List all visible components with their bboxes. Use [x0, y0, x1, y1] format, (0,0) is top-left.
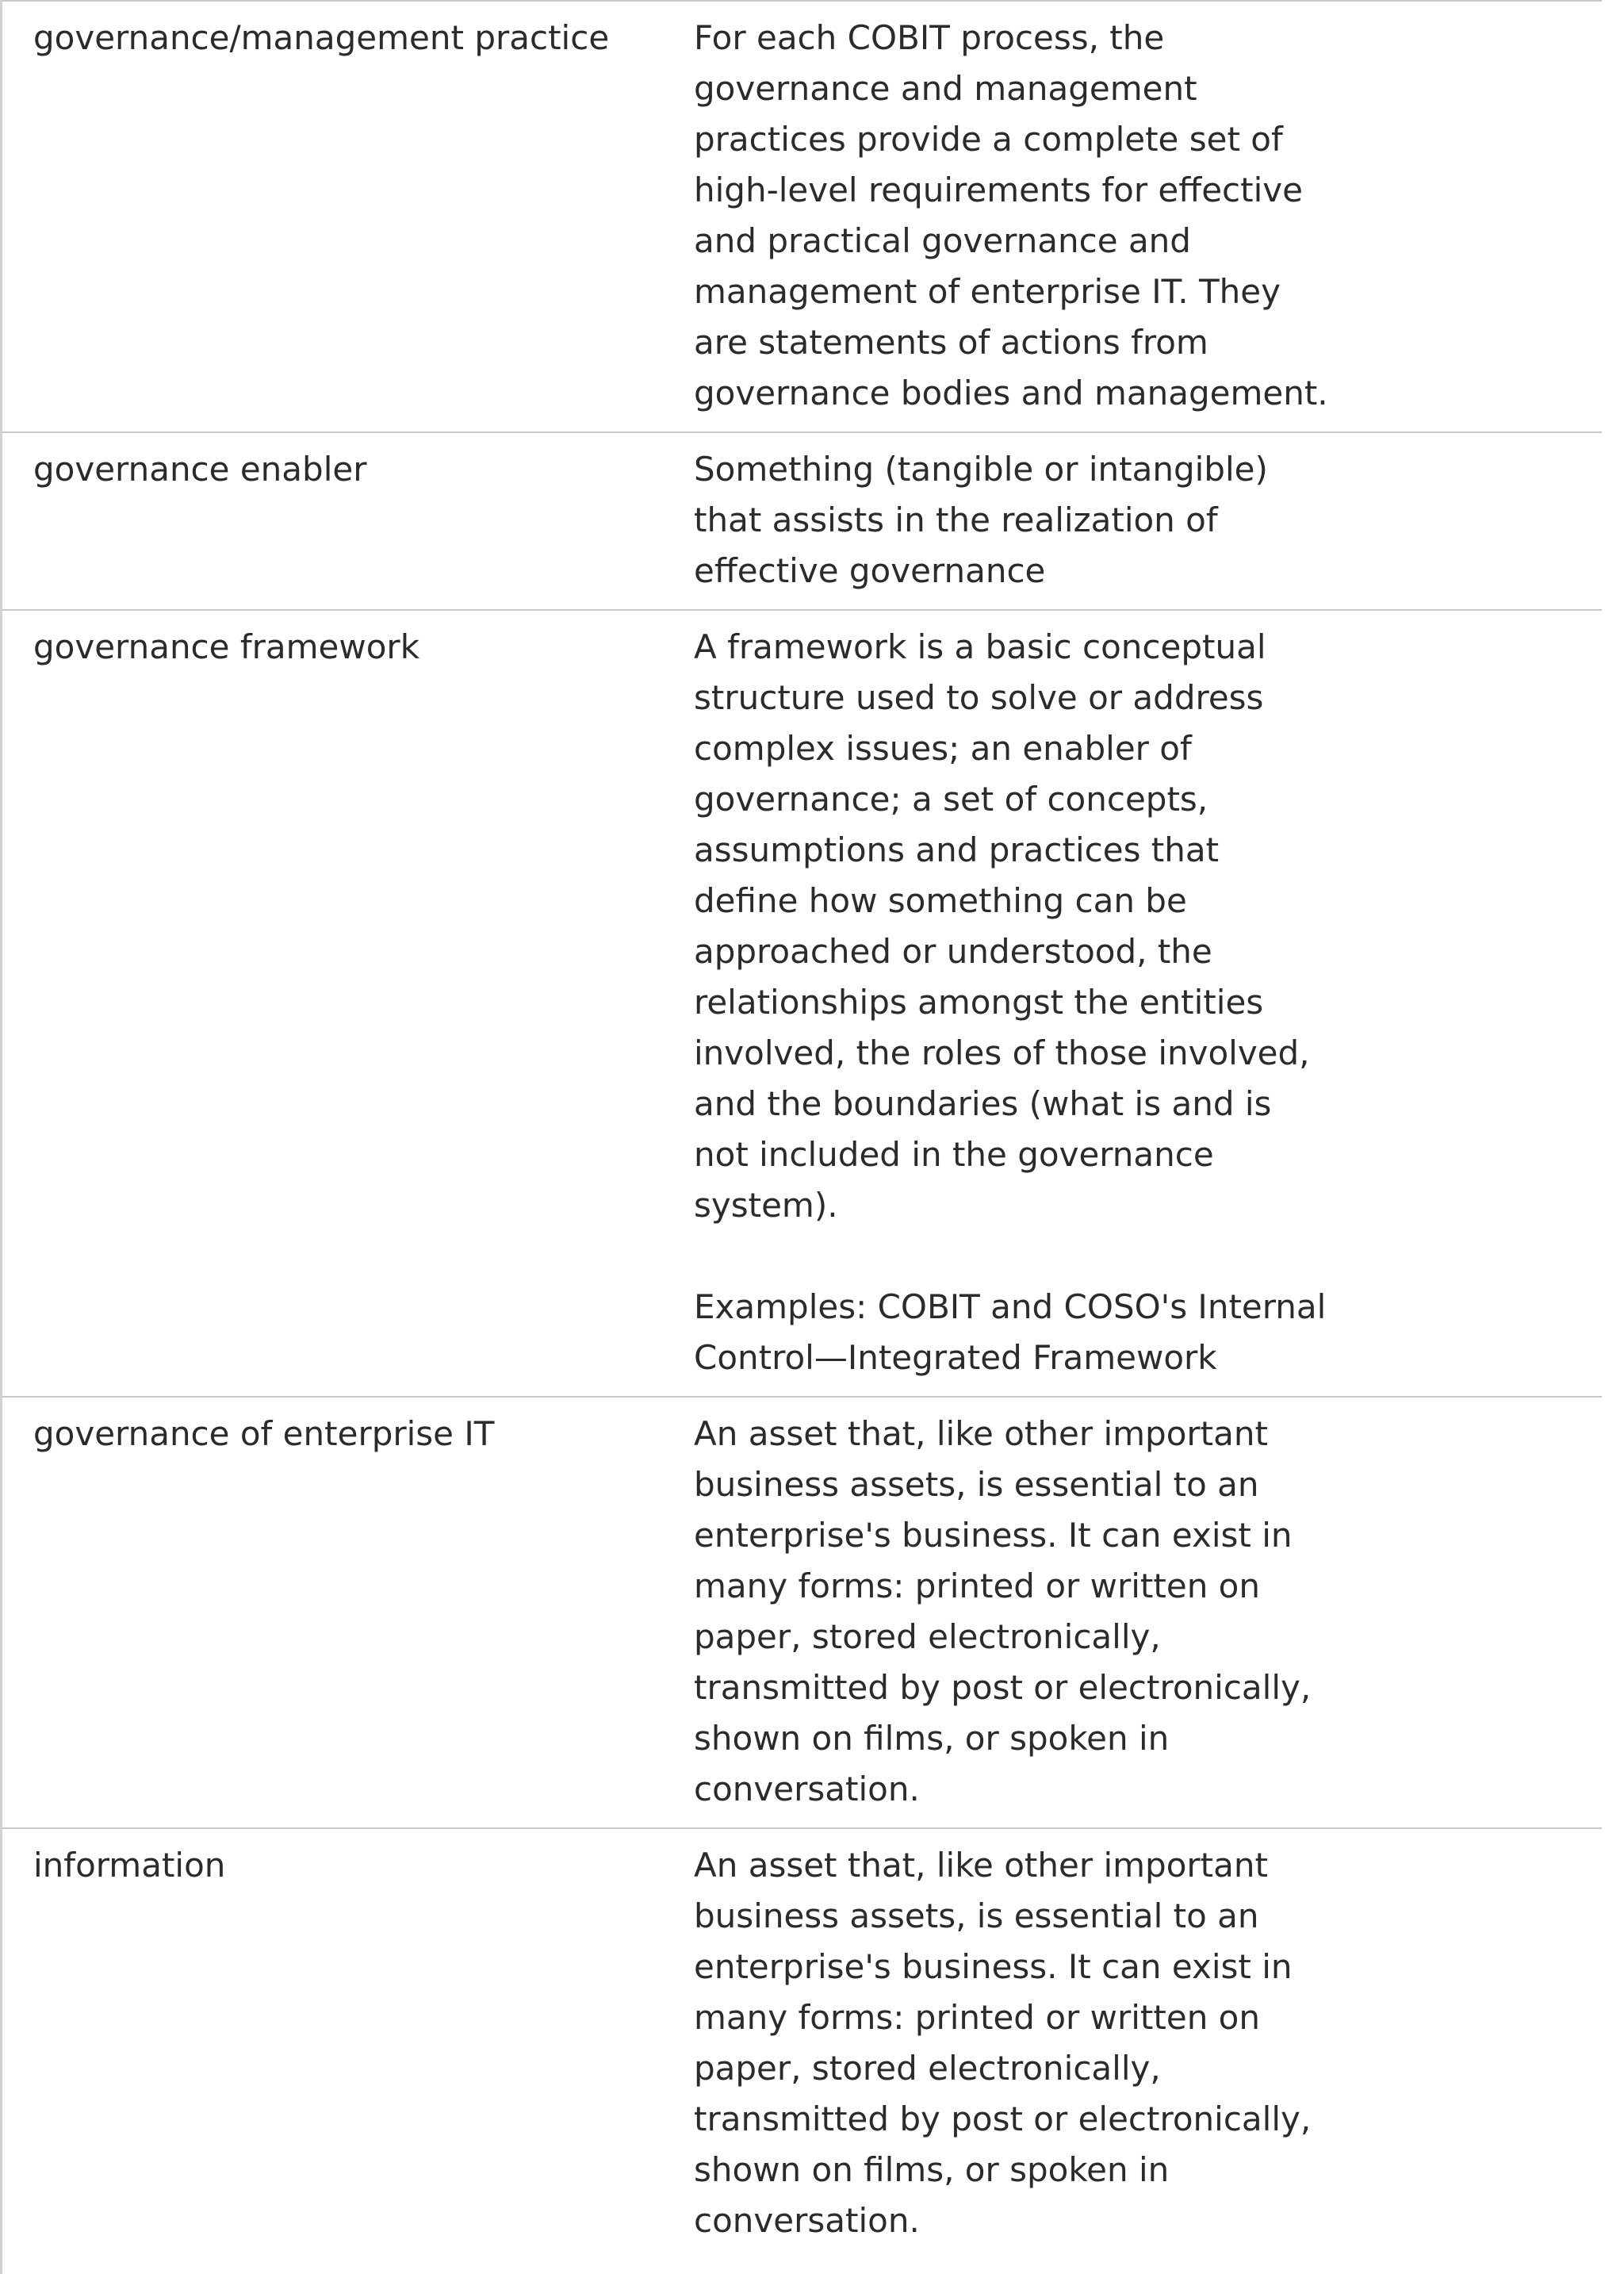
- glossary-term: governance of enterprise IT: [33, 1414, 495, 1453]
- definition-paragraph: For each COBIT process, the governance and management practices provide a complete set of high-level requirements for effective and practical governance and management of enterprise IT. They are statements of actions from governance bodies and management.: [694, 18, 1328, 412]
- definition-paragraph: An asset that, like other important business assets, is essential to an enterprise's business. It can exist in many forms: printed or written on paper, stored electronically, transmitted by post or electronically, shown on films, or spoken in conversation.: [694, 1414, 1312, 1808]
- table-row: [2, 1827, 1602, 2259]
- glossary-definition: [694, 2, 1602, 431]
- table-row: [2, 609, 1602, 1396]
- paragraph-gap: [694, 1231, 1602, 1282]
- glossary-table: [2, 0, 1602, 2259]
- glossary-term: governance enabler: [33, 450, 367, 489]
- definition-paragraph: An asset that, like other important business assets, is essential to an enterprise's business. It can exist in many forms: printed or written on paper, stored electronically, transmitted by post or electronically, shown on films, or spoken in conversation.: [694, 1846, 1312, 2240]
- definition-paragraph: Something (tangible or intangible) that assists in the realization of effective governance: [694, 450, 1268, 590]
- glossary-term: information: [33, 1846, 226, 1885]
- glossary-term: governance framework: [33, 627, 420, 666]
- glossary-definition: [694, 433, 1602, 609]
- definition-examples: Examples: COBIT and COSO's Internal Control—Integrated Framework: [694, 1287, 1327, 1377]
- glossary-definition: [694, 611, 1602, 1396]
- definition-paragraph: A framework is a basic conceptual structure used to solve or address complex issues; an enabler of governance; a set of concepts, assumptions and practices that define how something can be approached or understood, the relationships amongst the entities involved, the roles of those involved, and the boundaries (what is and is not included in the governance system).: [694, 627, 1310, 1225]
- glossary-definition: [694, 1398, 1602, 1827]
- table-row: [2, 431, 1602, 609]
- table-row: [2, 0, 1602, 431]
- glossary-definition: [694, 1829, 1602, 2259]
- glossary-term: governance/management practice: [33, 18, 610, 57]
- table-row: [2, 1396, 1602, 1827]
